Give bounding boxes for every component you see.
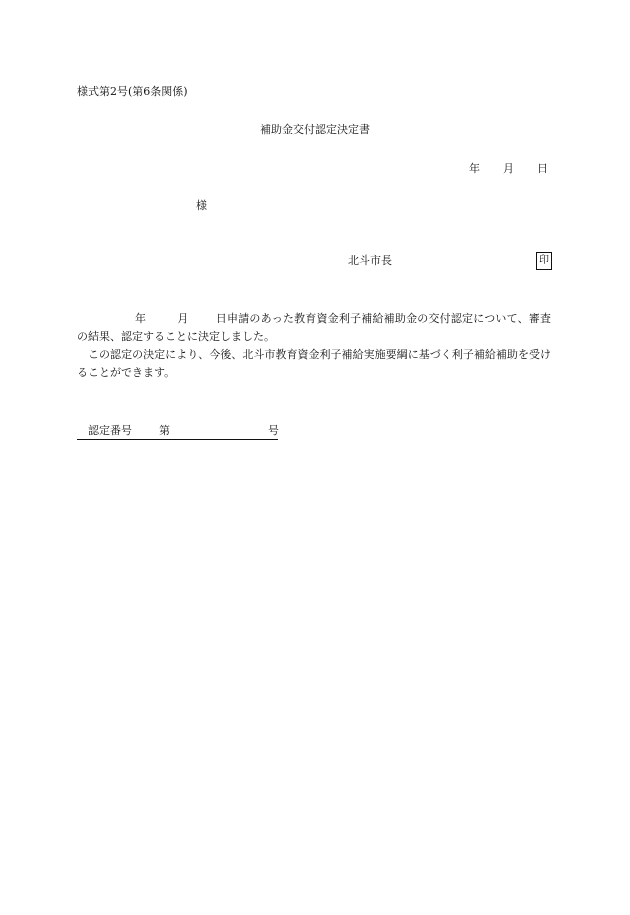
application-year-label: 年 [135, 312, 147, 325]
certification-number-line [77, 424, 278, 440]
form-number: 様式第2号(第6条関係) [77, 85, 188, 98]
body-text [77, 310, 551, 382]
application-text: 日申請のあった教育資金利子補給補助金の交付認定について、審査の結果、認定することに決定しました。 [77, 312, 552, 343]
issue-date [469, 162, 548, 176]
date-day-label: 日 [537, 162, 548, 175]
cert-number-label: 認定番号 [88, 424, 132, 437]
application-month-label: 月 [177, 312, 189, 325]
issuer-name: 北斗市長 [348, 254, 392, 267]
cert-number-suffix: 号 [268, 424, 279, 437]
seal-mark: 印 [536, 252, 552, 270]
paragraph-decision: この認定の決定により、今後、北斗市教育資金利子補給実施要綱に基づく利子補給補助を受けることができます。 [77, 348, 551, 379]
addressee-suffix: 様 [196, 199, 207, 212]
date-month-label: 月 [503, 162, 514, 175]
cert-number-prefix: 第 [159, 424, 170, 437]
paragraph-application [77, 310, 551, 346]
date-year-label: 年 [469, 162, 480, 175]
document-title: 補助金交付認定決定書 [260, 123, 370, 136]
